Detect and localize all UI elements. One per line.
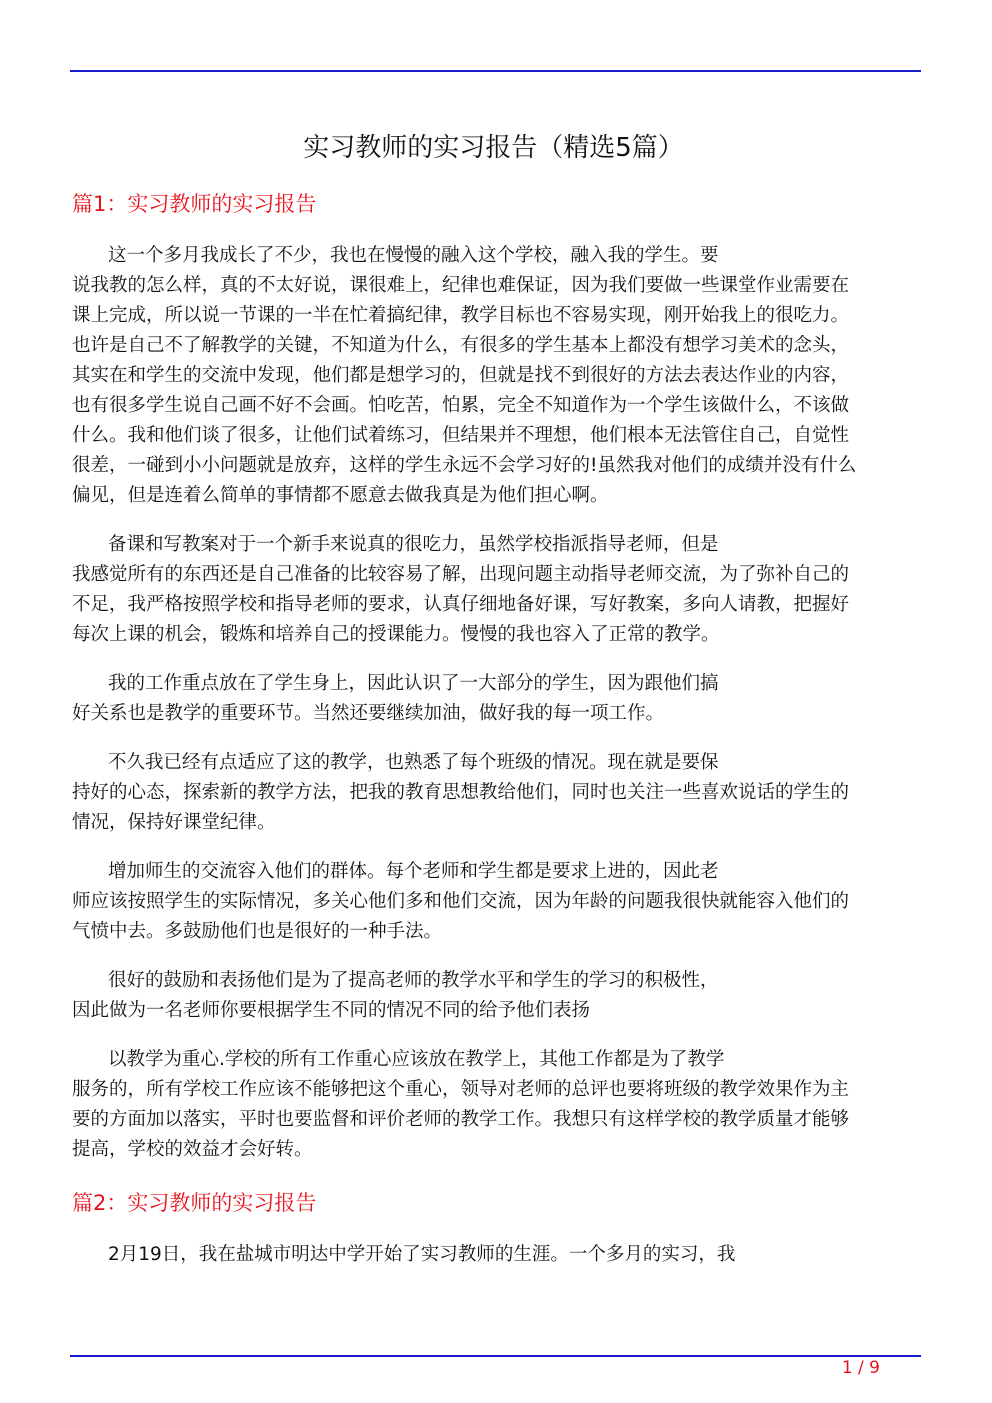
paragraph-line: 要的方面加以落实，平时也要监督和评价老师的教学工作。我想只有这样学校的教学质量才能够	[72, 1109, 850, 1130]
paragraph	[72, 530, 917, 650]
document-body	[72, 130, 917, 1270]
document-title: 实习教师的实习报告（精选5篇）	[303, 133, 684, 163]
page-number: 1 / 9	[841, 1358, 880, 1378]
paragraph-line: 备课和写教案对于一个新手来说真的很吃力，虽然学校指派指导老师，但是	[108, 534, 719, 555]
paragraph-line: 我的工作重点放在了学生身上，因此认识了一大部分的学生，因为跟他们搞	[108, 673, 719, 694]
paragraph	[72, 966, 917, 1026]
paragraph-line: 其实在和学生的交流中发现，他们都是想学习的，但就是找不到很好的方法去表达作业的内容，	[72, 365, 850, 386]
section-heading: 篇2：实习教师的实习报告	[72, 1191, 317, 1215]
paragraph-line: 也有很多学生说自己画不好不会画。怕吃苦，怕累，完全不知道作为一个学生该做什么，不该做	[72, 395, 850, 416]
paragraph-line: 不久我已经有点适应了这的教学，也熟悉了每个班级的情况。现在就是要保	[108, 752, 719, 773]
paragraph	[72, 241, 917, 511]
footer-rule	[70, 1355, 921, 1357]
section-heading: 篇1：实习教师的实习报告	[72, 192, 317, 216]
paragraph-line: 很差，一碰到小小问题就是放弃，这样的学生永远不会学习好的!虽然我对他们的成绩并没有什么	[72, 455, 857, 476]
paragraph-line: 增加师生的交流容入他们的群体。每个老师和学生都是要求上进的，因此老	[108, 861, 719, 882]
paragraph-line: 什么。我和他们谈了很多，让他们试着练习，但结果并不理想，他们根本无法管住自己，自觉性	[72, 425, 850, 446]
paragraph-line: 不足，我严格按照学校和指导老师的要求，认真仔细地备好课，写好教案，多向人请教，把握好	[72, 594, 850, 615]
paragraph-line: 很好的鼓励和表扬他们是为了提高老师的教学水平和学生的学习的积极性，	[108, 970, 719, 991]
paragraph	[72, 669, 917, 729]
paragraph	[72, 857, 917, 947]
paragraph-line: 说我教的怎么样，真的不太好说，课很难上，纪律也难保证，因为我们要做一些课堂作业需要在	[72, 275, 850, 296]
paragraph-line: 偏见，但是连着么简单的事情都不愿意去做我真是为他们担心啊。	[72, 485, 609, 506]
paragraph	[72, 1240, 917, 1270]
paragraph-line: 提高，学校的效益才会好转。	[72, 1139, 313, 1160]
paragraph-line: 也许是自己不了解教学的关键，不知道为什么，有很多的学生基本上都没有想学习美术的念头，	[72, 335, 850, 356]
paragraph-line: 课上完成，所以说一节课的一半在忙着搞纪律，教学目标也不容易实现，刚开始我上的很吃力。	[72, 305, 850, 326]
paragraph-line: 我感觉所有的东西还是自己准备的比较容易了解，出现问题主动指导老师交流，为了弥补自己的	[72, 564, 850, 585]
paragraph-line: 以教学为重心.学校的所有工作重心应该放在教学上，其他工作都是为了教学	[108, 1049, 725, 1070]
paragraph	[72, 748, 917, 838]
paragraph-line: 师应该按照学生的实际情况，多关心他们多和他们交流，因为年龄的问题我很快就能容入他们的	[72, 891, 850, 912]
paragraph-line: 因此做为一名老师你要根据学生不同的情况不同的给予他们表扬	[72, 1000, 591, 1021]
paragraph-line: 每次上课的机会，锻炼和培养自己的授课能力。慢慢的我也容入了正常的教学。	[72, 624, 720, 645]
paragraph	[72, 1045, 917, 1165]
paragraph-line: 2月19日，我在盐城市明达中学开始了实习教师的生涯。一个多月的实习，我	[108, 1244, 736, 1265]
paragraph-line: 这一个多月我成长了不少，我也在慢慢的融入这个学校，融入我的学生。要	[108, 245, 719, 266]
header-rule	[70, 70, 921, 72]
paragraph-line: 服务的，所有学校工作应该不能够把这个重心，领导对老师的总评也要将班级的教学效果作为主	[72, 1079, 850, 1100]
paragraph-line: 气愤中去。多鼓励他们也是很好的一种手法。	[72, 921, 443, 942]
paragraph-line: 好关系也是教学的重要环节。当然还要继续加油，做好我的每一项工作。	[72, 703, 665, 724]
paragraph-line: 持好的心态，探索新的教学方法，把我的教育思想教给他们，同时也关注一些喜欢说话的学生的	[72, 782, 850, 803]
paragraph-line: 情况，保持好课堂纪律。	[72, 812, 276, 833]
